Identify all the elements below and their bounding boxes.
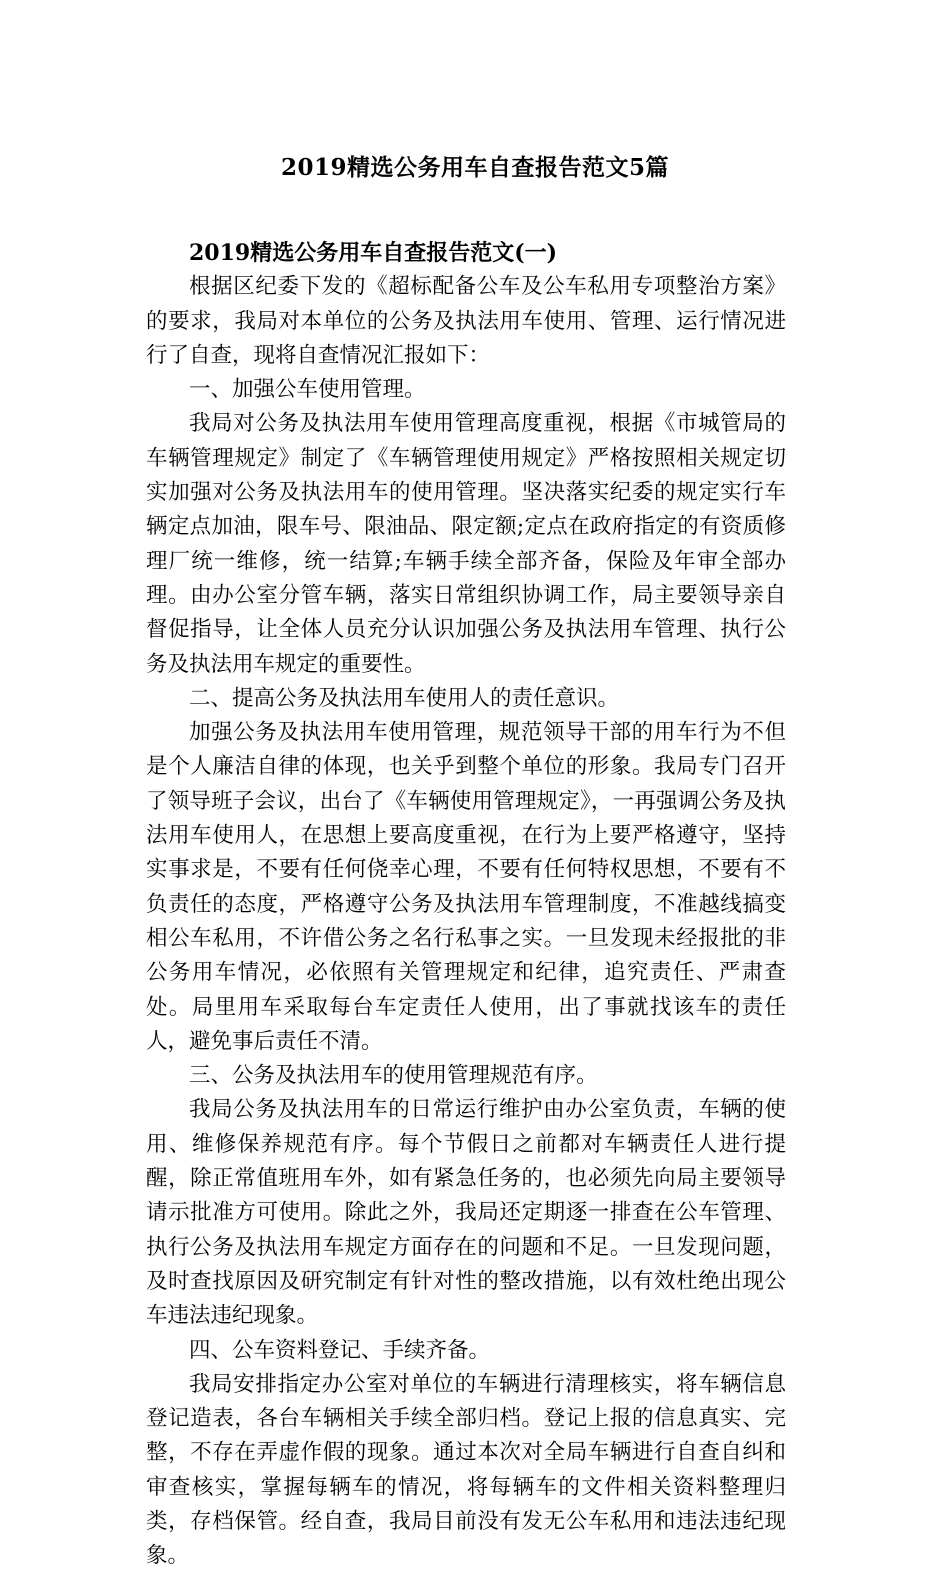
paragraph-intro: 根据区纪委下发的《超标配备公车及公车私用专项整治方案》的要求，我局对本单位的公务及执法用车使用、管理、运行情况进行了自查，现将自查情况汇报如下： [146, 274, 786, 368]
paragraph-2: 加强公务及执法用车使用管理，规范领导干部的用车行为不但是个人廉洁自律的体现，也关乎到整个单位的形象。我局专门召开了领导班子会议，出台了《车辆使用管理规定》，一再强调公务及执法用车使用人，在思想上要高度重视，在行为上要严格遵守，坚持实事求是，不要有任何侥幸心理，不要有任何特权思想，不要有不负责任的态度，严格遵守公务及执法用车管理制度，不准越线搞变相公车私用，不许借公务之名行私事之实。一旦发现未经报批的非公务用车情况，必依照有关管理规定和纪律，追究责任、严肃查处。局里用车采取每台车定责任人使用，出了事就找该车的责任人，避免事后责任不清。 [146, 720, 786, 1054]
paragraph-3: 我局公务及执法用车的日常运行维护由办公室负责，车辆的使用、维修保养规范有序。每个节假日之前都对车辆责任人进行提醒，除正常值班用车外，如有紧急任务的，也必须先向局主要领导请示批准方可使用。除此之外，我局还定期逐一排查在公车管理、执行公务及执法用车规定方面存在的问题和不足。一旦发现问题，及时查找原因及研究制定有针对性的整改措施，以有效杜绝出现公车违法违纪现象。 [146, 1097, 786, 1329]
heading-4: 四、公车资料登记、手续齐备。 [189, 1337, 491, 1363]
heading-1: 一、加强公车使用管理。 [189, 377, 426, 403]
paragraph-1: 我局对公务及执法用车使用管理高度重视，根据《市城管局的车辆管理规定》制定了《车辆管理使用规定》严格按照相关规定切实加强对公务及执法用车的使用管理。坚决落实纪委的规定实行车辆定点加油，限车号、限油品、限定额;定点在政府指定的有资质修理厂统一维修，统一结算;车辆手续全部齐备，保险及年审全部办理。由办公室分管车辆，落实日常组织协调工作，局主要领导亲自督促指导，让全体人员充分认识加强公务及执法用车管理、执行公务及执法用车规定的重要性。 [146, 411, 786, 677]
document-title: 2019精选公务用车自查报告范文5篇 [280, 154, 670, 181]
paragraph-4: 我局安排指定办公室对单位的车辆进行清理核实，将车辆信息登记造表，各台车辆相关手续全部归档。登记上报的信息真实、完整，不存在弄虚作假的现象。通过本次对全局车辆进行自查自纠和审查核实，掌握每辆车的情况，将每辆车的文件相关资料整理归类，存档保管。经自查，我局目前没有发无公车私用和违法违纪现象。 [146, 1371, 786, 1569]
document-body [146, 236, 786, 1574]
heading-2: 二、提高公务及执法用车使用人的责任意识。 [189, 685, 620, 711]
heading-3: 三、公务及执法用车的使用管理规范有序。 [189, 1063, 598, 1089]
section-heading: 2019精选公务用车自查报告范文(一) [189, 240, 558, 266]
